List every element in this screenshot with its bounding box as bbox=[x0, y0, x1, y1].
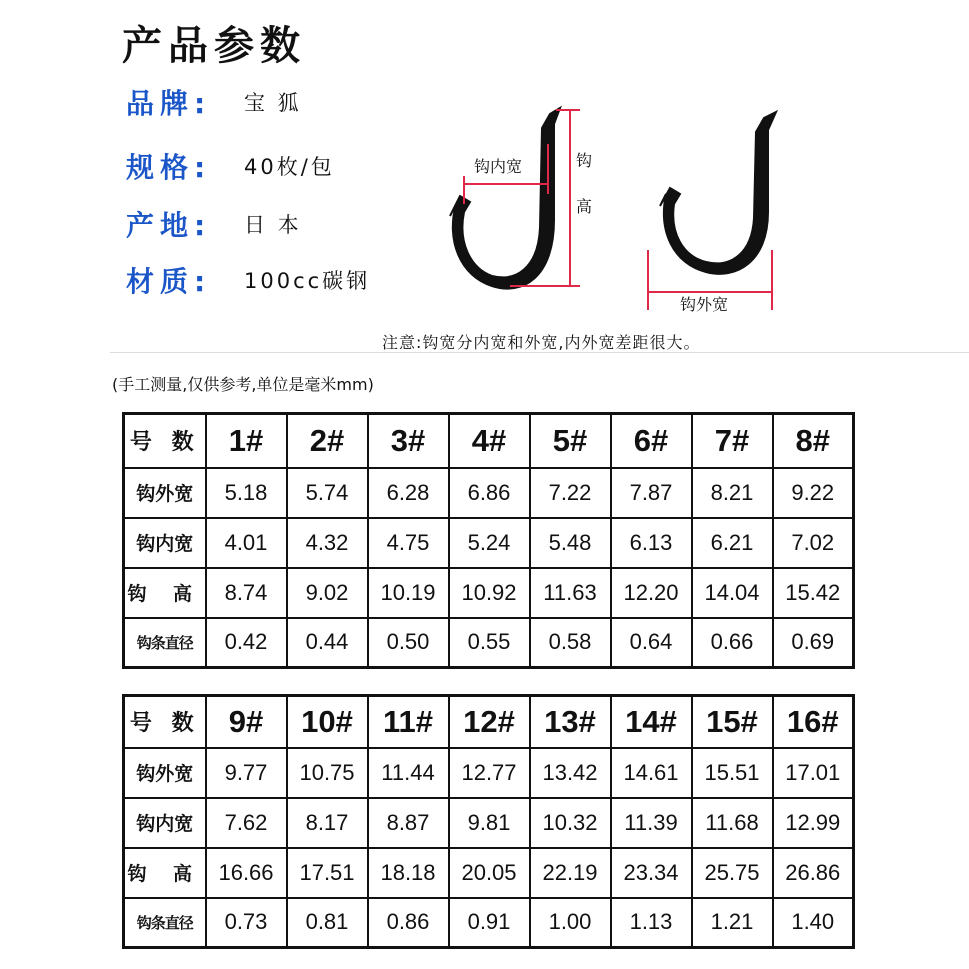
value-cell: 23.34 bbox=[611, 848, 692, 898]
spec-label-material: 材质: bbox=[126, 265, 212, 298]
spec-label-origin: 产地: bbox=[126, 209, 212, 242]
spec-value-size: 40枚/包 bbox=[244, 155, 335, 179]
table-row bbox=[124, 468, 854, 518]
value-cell: 11.63 bbox=[530, 568, 611, 618]
size-cell: 2# bbox=[287, 414, 368, 468]
value-cell: 1.13 bbox=[611, 898, 692, 948]
value-cell: 9.77 bbox=[206, 748, 287, 798]
hook-diagram bbox=[430, 100, 870, 330]
value-cell: 0.69 bbox=[773, 618, 854, 668]
value-cell: 1.40 bbox=[773, 898, 854, 948]
value-cell: 7.62 bbox=[206, 798, 287, 848]
value-cell: 15.42 bbox=[773, 568, 854, 618]
value-cell: 8.17 bbox=[287, 798, 368, 848]
value-cell: 14.04 bbox=[692, 568, 773, 618]
size-header-label: 号 数 bbox=[124, 414, 206, 468]
table-header-row bbox=[124, 696, 854, 748]
spec-material bbox=[126, 260, 370, 300]
spec-origin bbox=[126, 204, 302, 244]
hook-inner-width-illustration bbox=[450, 108, 560, 289]
table-header-row bbox=[124, 414, 854, 468]
table-row bbox=[124, 618, 854, 668]
value-cell: 17.01 bbox=[773, 748, 854, 798]
table-row bbox=[124, 518, 854, 568]
value-cell: 15.51 bbox=[692, 748, 773, 798]
page-title: 产品参数 bbox=[122, 23, 306, 69]
divider bbox=[110, 352, 969, 353]
table-row bbox=[124, 798, 854, 848]
size-cell: 3# bbox=[368, 414, 449, 468]
value-cell: 0.58 bbox=[530, 618, 611, 668]
value-cell: 0.73 bbox=[206, 898, 287, 948]
size-cell: 6# bbox=[611, 414, 692, 468]
table-row bbox=[124, 898, 854, 948]
table-row bbox=[124, 848, 854, 898]
value-cell: 0.66 bbox=[692, 618, 773, 668]
value-cell: 8.74 bbox=[206, 568, 287, 618]
value-cell: 0.44 bbox=[287, 618, 368, 668]
value-cell: 0.91 bbox=[449, 898, 530, 948]
row-label: 钩条直径 bbox=[124, 898, 206, 948]
value-cell: 8.87 bbox=[368, 798, 449, 848]
spec-brand bbox=[126, 82, 302, 122]
value-cell: 9.02 bbox=[287, 568, 368, 618]
value-cell: 0.86 bbox=[368, 898, 449, 948]
params-table-2 bbox=[122, 694, 855, 949]
size-cell: 5# bbox=[530, 414, 611, 468]
table-row bbox=[124, 568, 854, 618]
value-cell: 9.81 bbox=[449, 798, 530, 848]
height-label-bottom: 高 bbox=[576, 197, 593, 216]
outer-width-label: 钩外宽 bbox=[680, 295, 729, 314]
value-cell: 18.18 bbox=[368, 848, 449, 898]
size-cell: 7# bbox=[692, 414, 773, 468]
size-cell: 10# bbox=[287, 696, 368, 748]
value-cell: 4.75 bbox=[368, 518, 449, 568]
size-cell: 9# bbox=[206, 696, 287, 748]
value-cell: 10.92 bbox=[449, 568, 530, 618]
measurement-caption: (手工测量,仅供参考,单位是毫米mm) bbox=[112, 375, 374, 394]
value-cell: 17.51 bbox=[287, 848, 368, 898]
value-cell: 22.19 bbox=[530, 848, 611, 898]
spec-value-material: 100cc碳钢 bbox=[244, 269, 371, 293]
table-row bbox=[124, 748, 854, 798]
value-cell: 25.75 bbox=[692, 848, 773, 898]
value-cell: 5.24 bbox=[449, 518, 530, 568]
value-cell: 0.64 bbox=[611, 618, 692, 668]
size-cell: 16# bbox=[773, 696, 854, 748]
row-label: 钩条直径 bbox=[124, 618, 206, 668]
value-cell: 26.86 bbox=[773, 848, 854, 898]
row-label: 钩内宽 bbox=[124, 518, 206, 568]
size-cell: 12# bbox=[449, 696, 530, 748]
value-cell: 5.74 bbox=[287, 468, 368, 518]
value-cell: 10.75 bbox=[287, 748, 368, 798]
value-cell: 14.61 bbox=[611, 748, 692, 798]
value-cell: 12.20 bbox=[611, 568, 692, 618]
value-cell: 0.50 bbox=[368, 618, 449, 668]
value-cell: 0.42 bbox=[206, 618, 287, 668]
size-cell: 14# bbox=[611, 696, 692, 748]
value-cell: 12.99 bbox=[773, 798, 854, 848]
params-table-1 bbox=[122, 412, 855, 669]
value-cell: 4.32 bbox=[287, 518, 368, 568]
value-cell: 1.21 bbox=[692, 898, 773, 948]
value-cell: 6.13 bbox=[611, 518, 692, 568]
size-cell: 11# bbox=[368, 696, 449, 748]
value-cell: 11.39 bbox=[611, 798, 692, 848]
value-cell: 5.18 bbox=[206, 468, 287, 518]
value-cell: 7.87 bbox=[611, 468, 692, 518]
row-label: 钩外宽 bbox=[124, 468, 206, 518]
value-cell: 20.05 bbox=[449, 848, 530, 898]
value-cell: 13.42 bbox=[530, 748, 611, 798]
row-label: 钩外宽 bbox=[124, 748, 206, 798]
value-cell: 7.22 bbox=[530, 468, 611, 518]
value-cell: 4.01 bbox=[206, 518, 287, 568]
size-cell: 15# bbox=[692, 696, 773, 748]
size-header-label: 号 数 bbox=[124, 696, 206, 748]
inner-width-label: 钩内宽 bbox=[474, 157, 523, 176]
value-cell: 9.22 bbox=[773, 468, 854, 518]
value-cell: 6.86 bbox=[449, 468, 530, 518]
value-cell: 6.21 bbox=[692, 518, 773, 568]
value-cell: 1.00 bbox=[530, 898, 611, 948]
size-cell: 13# bbox=[530, 696, 611, 748]
value-cell: 12.77 bbox=[449, 748, 530, 798]
row-label: 钩内宽 bbox=[124, 798, 206, 848]
spec-label-brand: 品牌: bbox=[126, 87, 212, 120]
value-cell: 0.81 bbox=[287, 898, 368, 948]
value-cell: 6.28 bbox=[368, 468, 449, 518]
measurement-note: 注意:钩宽分内宽和外宽,内外宽差距很大。 bbox=[382, 333, 701, 352]
size-cell: 1# bbox=[206, 414, 287, 468]
spec-size bbox=[126, 146, 335, 186]
spec-value-origin: 日 本 bbox=[244, 213, 302, 237]
value-cell: 8.21 bbox=[692, 468, 773, 518]
value-cell: 5.48 bbox=[530, 518, 611, 568]
value-cell: 11.44 bbox=[368, 748, 449, 798]
value-cell: 10.32 bbox=[530, 798, 611, 848]
spec-value-brand: 宝 狐 bbox=[244, 91, 302, 115]
height-label-top: 钩 bbox=[576, 151, 593, 170]
row-label: 钩 高 bbox=[124, 568, 206, 618]
hook-outer-width-illustration bbox=[660, 112, 776, 274]
value-cell: 0.55 bbox=[449, 618, 530, 668]
value-cell: 10.19 bbox=[368, 568, 449, 618]
size-cell: 8# bbox=[773, 414, 854, 468]
row-label: 钩 高 bbox=[124, 848, 206, 898]
value-cell: 11.68 bbox=[692, 798, 773, 848]
value-cell: 16.66 bbox=[206, 848, 287, 898]
spec-label-size: 规格: bbox=[126, 151, 212, 184]
value-cell: 7.02 bbox=[773, 518, 854, 568]
size-cell: 4# bbox=[449, 414, 530, 468]
